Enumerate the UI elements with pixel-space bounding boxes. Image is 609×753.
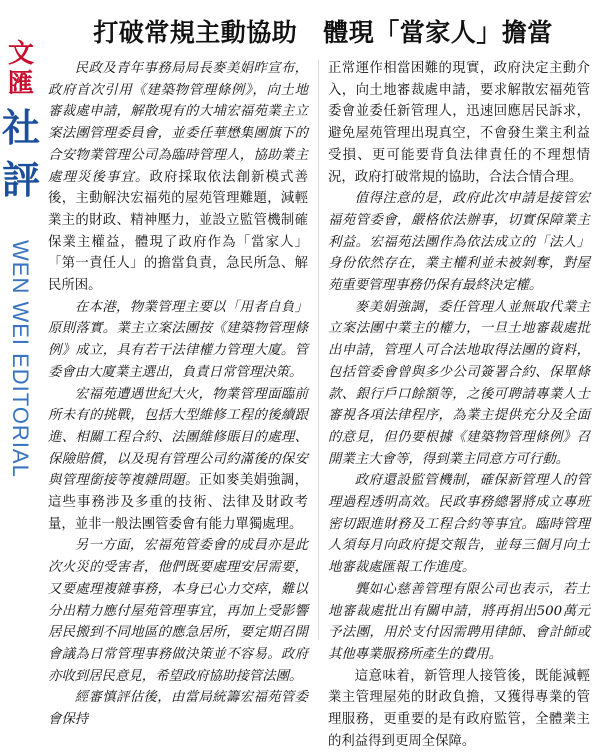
headline-part-2: 體現「當家人」擔當 [323,18,553,47]
paragraph-text: 政府採取依法創新模式善後，主動解決宏福苑的屋苑管理難題，減輕業主的財政、精神壓力，並設立監管機制確保業主權益，體現了政府作為「當家人」「第一責任人」的擔當負責，急民所急、解民所困。 [48,169,309,294]
paragraph-text: 值得注意的是，政府此次申請是接管宏福苑管委會，嚴格依法辦事，切實保障業主利益。宏福苑法團作為依法成立的「法人」身份依然存在，業主權利並未被剝奪，對屋苑重要管理事務仍保有最終決定權。 [328,191,590,294]
paragraph-text: 政府還設監管機制，確保新管理人的管理過程透明高效。民政事務總署將成立專班密切跟進財務及工程合約等事宜。臨時管理人須每月向政府提交報告，並每三個月向土地審裁處匯報工作進度。 [328,473,590,576]
paragraph-text: 正如麥美娟強調，這些事務涉及多重的技術、法律及財政考量，並非一般法團管委會有能力單獨處理。 [48,473,309,532]
column-divider [318,60,319,640]
paragraph-text: 宏福苑遭遇世紀大火，物業管理面臨前所未有的挑戰，包括大型維修工程的後續跟進、相關工程合約、法團維修賬目的處理、保險賠償，以及現有管理公司約滿後的保安與管理銜接等複雜問題。 [48,386,308,489]
article-column-right [328,58,590,749]
article-paragraph [48,58,308,297]
article-paragraph [48,687,308,730]
article-paragraph [48,535,308,687]
article-paragraph [328,297,590,471]
column-title-she: 社 [2,105,41,150]
headline-part-1: 打破常規主動協助 [93,18,298,47]
article-paragraph [328,579,590,666]
brand-logo-wen: 文 [7,39,34,69]
article-paragraph [328,58,590,188]
headline [42,10,604,56]
paragraph-text: 民政及青年事務局局長麥美娟昨宣布，政府首次引用《建築物管理條例》，向土地審裁處申請，解散現有的大埔宏福苑業主立案法團管理委員會，並委任華懋集團旗下的合安物業管理公司為臨時管理人，協助業主處理災後事宜。 [48,61,308,185]
paragraph-text: 正常運作相當困難的現實，政府決定主動介入，向土地審裁處申請，要求解散宏福苑管委會並委任新管理人，迅速回應居民訴求，避免屋苑管理出現真空，不會發生業主利益受損、更可能要背負法律責任的不理想情況，政府打破常規的協助，合法合情合理。 [328,61,590,185]
article-paragraph [48,297,308,384]
article-paragraph [48,384,308,536]
article-paragraph [328,666,590,753]
editorial-masthead [0,0,40,644]
article-column-left [48,58,309,728]
paragraph-text: 經審慎評估後，由當局統籌宏福苑管委會保持 [48,690,308,728]
paragraph-text: 這意味着，新管理人接管後，既能減輕業主管理屋苑的財政負擔，又獲得專業的管理服務，更重要的是有政府監管，全體業主的利益得到更周全保障。 [328,668,590,749]
column-title-ping: 評 [2,157,41,202]
brand-logo-wei: 匯 [7,69,34,99]
paragraph-text: 龔如心慈善管理有限公司也表示，若土地審裁處批出有關申請，將再捐出500萬元予法團，用於支付因需聘用律師、會計師或其他專業服務所產生的費用。 [328,581,590,662]
article-paragraph [328,188,590,297]
paragraph-text: 麥美娟強調，委任管理人並無取代業主立案法團中業主的權力，一旦土地審裁處批出申請，管理人可合法地取得法團的資料，包括管委會曾與多少公司簽署合約、保單條款、銀行戶口餘額等，之後可聘請專業人士審視各項法律程序，為業主提供充分及全面的意見，但仍要根據《建築物管理條例》召開業主大會等，得到業主同意方可行動。 [328,299,590,467]
paragraph-text: 另一方面，宏福苑管委會的成員亦是此次火災的受害者，他們既要處理安居需要，又要處理複雜事務，本身已心力交瘁，難以分出精力應付屋苑管理事宜，再加上受影響居民搬到不同地區的應急居所，要定期召開會議為日常管理事務做決策並不容易。政府亦收到居民意見，希望政府協助接管法團。 [48,538,308,684]
paragraph-text: 在本港，物業管理主要以「用者自負」原則落實。業主立案法團按《建築物管理條例》成立，具有若干法律權力管理大廈。管委會由大廈業主選出，負責日常管理決策。 [48,299,308,380]
column-english-title: WEN WEI EDITORIAL [8,240,33,478]
article-paragraph [328,470,590,579]
